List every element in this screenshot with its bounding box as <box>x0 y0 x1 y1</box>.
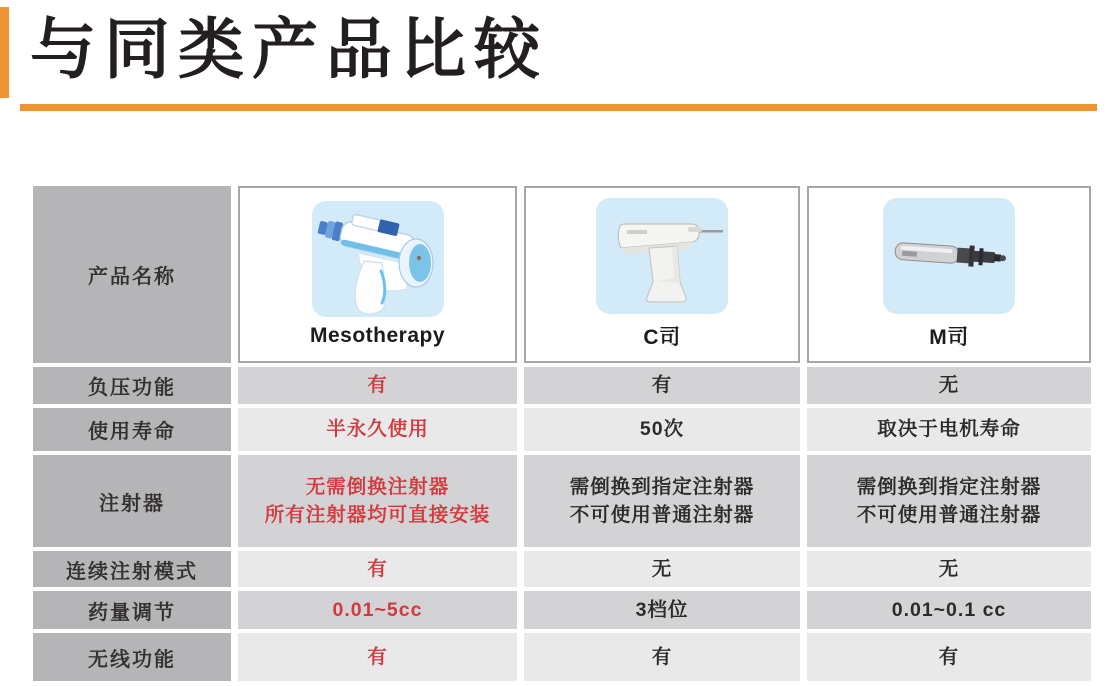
value-cell: 无 <box>807 551 1091 587</box>
value-cell: 3档位 <box>524 591 800 629</box>
value-cell: 半永久使用 <box>238 408 517 451</box>
c-brand-product-image <box>596 198 728 314</box>
product-header-c-brand <box>524 186 800 363</box>
page-title: 与同类产品比较 <box>30 12 548 86</box>
row-label: 负压功能 <box>33 367 231 404</box>
value-cell: 有 <box>524 367 800 404</box>
value-cell: 需倒换到指定注射器 不可使用普通注射器 <box>807 455 1091 547</box>
value-cell: 有 <box>807 633 1091 681</box>
product-name-m-brand: M司 <box>929 326 969 349</box>
product-comparison-table <box>33 186 1091 681</box>
value-cell: 无 <box>807 367 1091 404</box>
title-accent-bar <box>0 7 9 98</box>
title-underline <box>20 104 1097 111</box>
value-cell: 无 <box>524 551 800 587</box>
value-cell: 50次 <box>524 408 800 451</box>
value-cell: 需倒换到指定注射器 不可使用普通注射器 <box>524 455 800 547</box>
row-label: 药量调节 <box>33 591 231 629</box>
product-header-mesotherapy <box>238 186 517 363</box>
m-brand-product-image <box>883 198 1015 314</box>
value-cell: 无需倒换注射器 所有注射器均可直接安装 <box>238 455 517 547</box>
product-name-c-brand: C司 <box>643 326 681 349</box>
mesotherapy-product-image <box>312 201 444 317</box>
value-cell: 取决于电机寿命 <box>807 408 1091 451</box>
value-cell: 0.01~0.1 cc <box>807 591 1091 629</box>
product-name-mesotherapy: Mesotherapy <box>309 324 446 347</box>
value-cell: 0.01~5cc <box>238 591 517 629</box>
row-label: 连续注射模式 <box>33 551 231 587</box>
value-cell: 有 <box>524 633 800 681</box>
row-label: 无线功能 <box>33 633 231 681</box>
row-label: 注射器 <box>33 455 231 547</box>
value-cell: 有 <box>238 551 517 587</box>
value-cell: 有 <box>238 633 517 681</box>
product-name-header-cell: 产品名称 <box>33 186 231 363</box>
value-cell: 有 <box>238 367 517 404</box>
row-label: 使用寿命 <box>33 408 231 451</box>
product-header-m-brand <box>807 186 1091 363</box>
